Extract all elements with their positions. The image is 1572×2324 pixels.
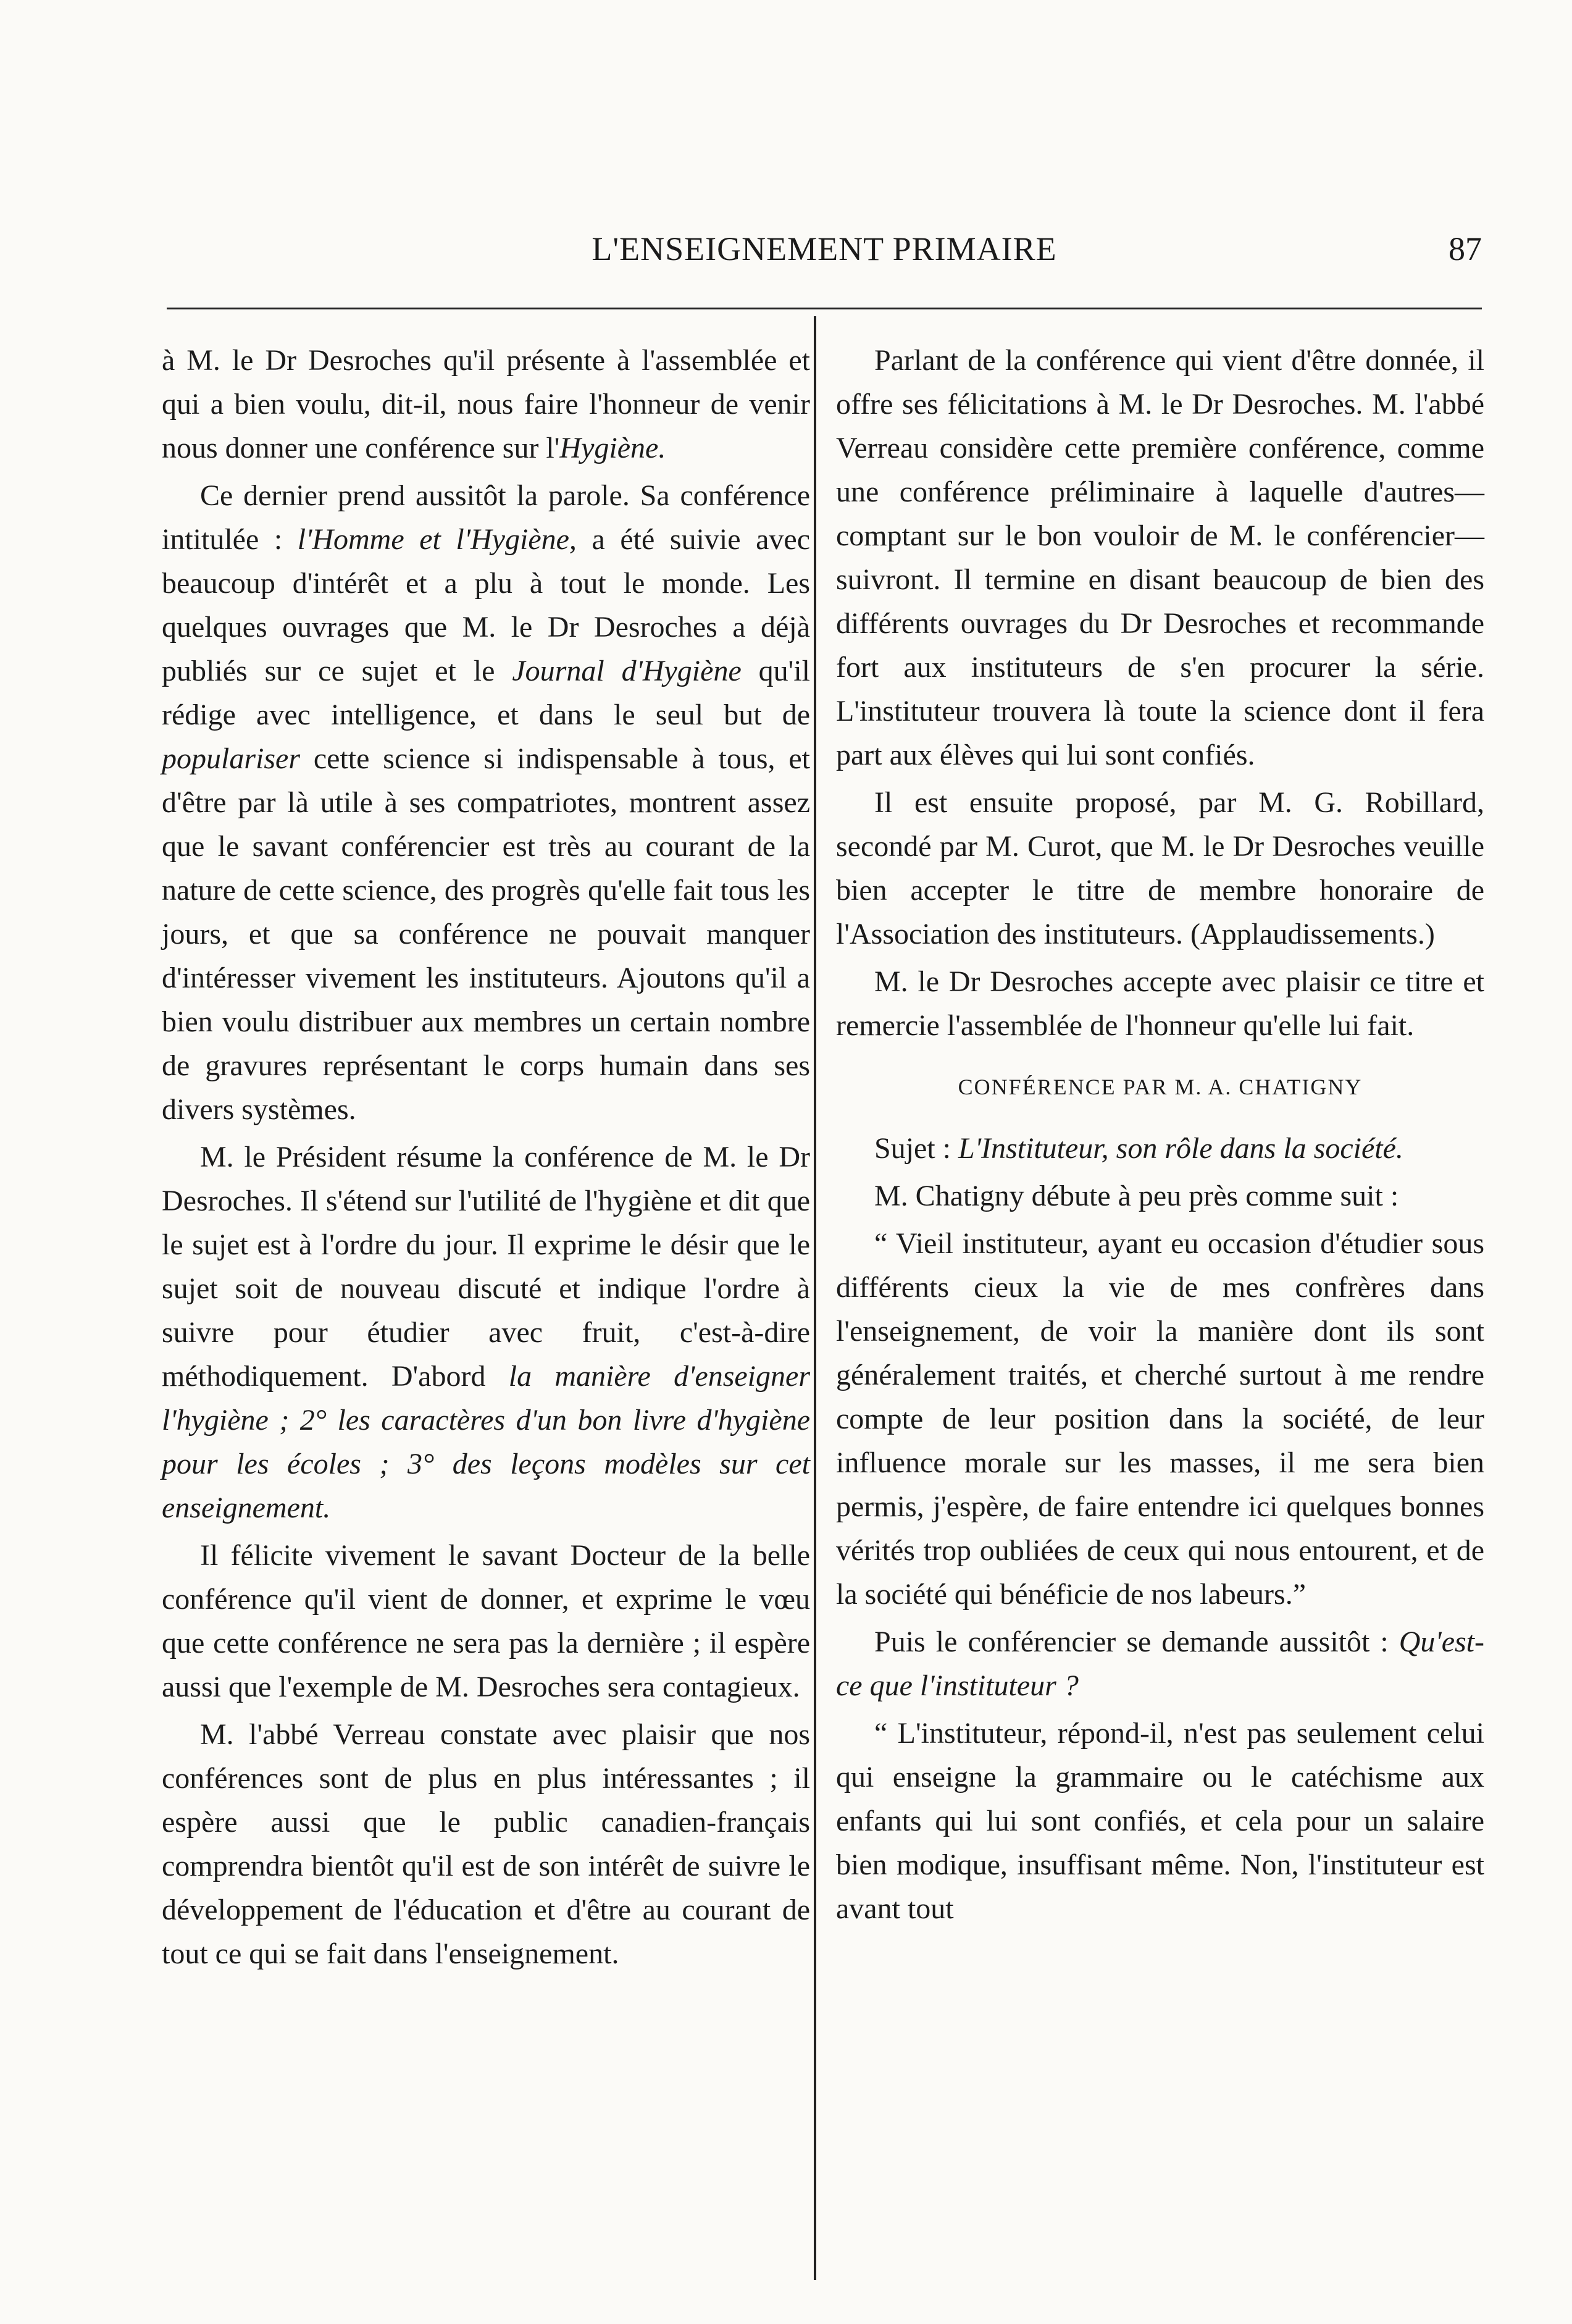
paragraph: Il est ensuite proposé, par M. G. Robillard, secondé par M. Curot, que M. le Dr Desroches veuille bien accepter le titre de membre honoraire de l'Association des instituteurs. (Applaudissements.) — [836, 786, 1484, 950]
running-title: L'ENSEIGNEMENT PRIMAIRE — [592, 230, 1057, 267]
italic-run: L'Instituteur, son rôle dans la société. — [958, 1132, 1403, 1165]
text-run: cette science si indispensable à tous, et d'être par là utile à ses compatriotes, montrent assez que le savant conférencier est très au courant de la nature de cette science, des progrès qu'elle fait tous les jours, et que sa conférence ne pouvait manquer d'intéresser vivement les instituteurs. Ajoutons qu'il a bien voulu distribuer aux membres un certain nombre de gravures représentant le corps humain dans ses divers systèmes. — [162, 742, 810, 1126]
page-number: 87 — [1449, 230, 1482, 267]
paragraph — [162, 474, 810, 1131]
italic-run: Hygiène. — [559, 432, 666, 464]
italic-run: populariser — [162, 742, 301, 775]
section-heading: CONFÉRENCE PAR M. A. CHATIGNY — [958, 1075, 1363, 1099]
italic-run: Qu'est-ce que l'instituteur ? — [836, 1626, 1484, 1702]
paragraph: Parlant de la conférence qui vient d'être donnée, il offre ses félicitations à M. le Dr Desroches. M. l'abbé Verreau considère cette première conférence, comme une conférence préliminaire à laquelle d'autres—comptant sur le bon vouloir de M. le conférencier—suivront. Il termine en disant beaucoup de bien des différents ouvrages du Dr Desroches et recommande fort aux instituteurs de s'en procurer la série. L'instituteur trouvera là toute la science dont il fera part aux élèves qui lui sont confiés. — [836, 344, 1484, 771]
italic-run: Journal d'Hygiène — [512, 655, 742, 687]
header-rule — [167, 308, 1482, 309]
left-column — [162, 338, 810, 1979]
text-run: qu'il rédige avec intelligence, et dans le seul but de — [162, 655, 810, 731]
paragraph: “ L'instituteur, répond-il, n'est pas seulement celui qui enseigne la grammaire ou le catéchisme aux enfants qui lui sont confiés, et cela pour un salaire bien modique, insuffisant même. Non, l'instituteur est avant tout — [836, 1717, 1484, 1925]
column-divider — [814, 316, 816, 2280]
paragraph — [162, 338, 810, 470]
text-run: à M. le Dr Desroches qu'il présente à l'assemblée et qui a bien voulu, dit-il, nous faire l'honneur de venir nous donner une conférence sur l' — [162, 344, 810, 464]
italic-run: l'Homme et l'Hygiène, — [297, 523, 577, 556]
paragraph — [162, 1135, 810, 1530]
paragraph: “ Vieil instituteur, ayant eu occasion d'étudier sous différents cieux la vie de mes confrères dans l'enseignement, de voir la manière dont ils sont généralement traités, et cherché surtout à me rendre compte de leur position dans la société, de leur influence morale sur les masses, il me sera bien permis, j'espère, de faire entendre ici quelques bonnes vérités trop oubliées de ceux qui nous entourent, et de la société qui bénéficie de nos labeurs.” — [836, 1227, 1484, 1611]
italic-run: la manière d'enseigner l'hygiène ; 2° les caractères d'un bon livre d'hygiène pour les écoles ; 3° des leçons modèles sur cet enseignement. — [162, 1360, 810, 1524]
paragraph — [836, 1126, 1484, 1170]
text-run: M. le Président résume la conférence de M. le Dr Desroches. Il s'étend sur l'utilité de l'hygiène et dit que le sujet est à l'ordre du jour. Il exprime le désir que le sujet soit de nouveau discuté et indique l'ordre à suivre pour étudier avec fruit, c'est-à-dire méthodiquement. D'abord — [162, 1141, 810, 1393]
text-run: a été suivie avec beaucoup d'intérêt et a plu à tout le monde. Les quelques ouvrages que M. le Dr Desroches a déjà publiés sur ce sujet et le — [162, 523, 810, 687]
paragraph: Il félicite vivement le savant Docteur de la belle conférence qu'il vient de donner, et exprime le vœu que cette conférence ne sera pas la dernière ; il espère aussi que l'exemple de M. Desroches sera contagieux. — [162, 1539, 810, 1703]
paragraph: M. le Dr Desroches accepte avec plaisir ce titre et remercie l'assemblée de l'honneur qu'elle lui fait. — [836, 965, 1484, 1042]
paragraph — [836, 1620, 1484, 1708]
text-run: Sujet : — [874, 1132, 959, 1165]
text-run: Puis le conférencier se demande aussitôt : — [874, 1626, 1399, 1658]
right-column — [836, 338, 1484, 1934]
paragraph: M. l'abbé Verreau constate avec plaisir que nos conférences sont de plus en plus intéressantes ; il espère aussi que le public canadien-français comprendra bientôt qu'il est de son intérêt de suivre le développement de l'éducation et d'être au courant de tout ce qui se fait dans l'enseignement. — [162, 1718, 810, 1970]
paragraph: M. Chatigny débute à peu près comme suit : — [874, 1180, 1399, 1212]
running-header — [167, 230, 1482, 273]
text-run: Ce dernier prend aussitôt la parole. Sa conférence intitulée : — [162, 479, 810, 556]
